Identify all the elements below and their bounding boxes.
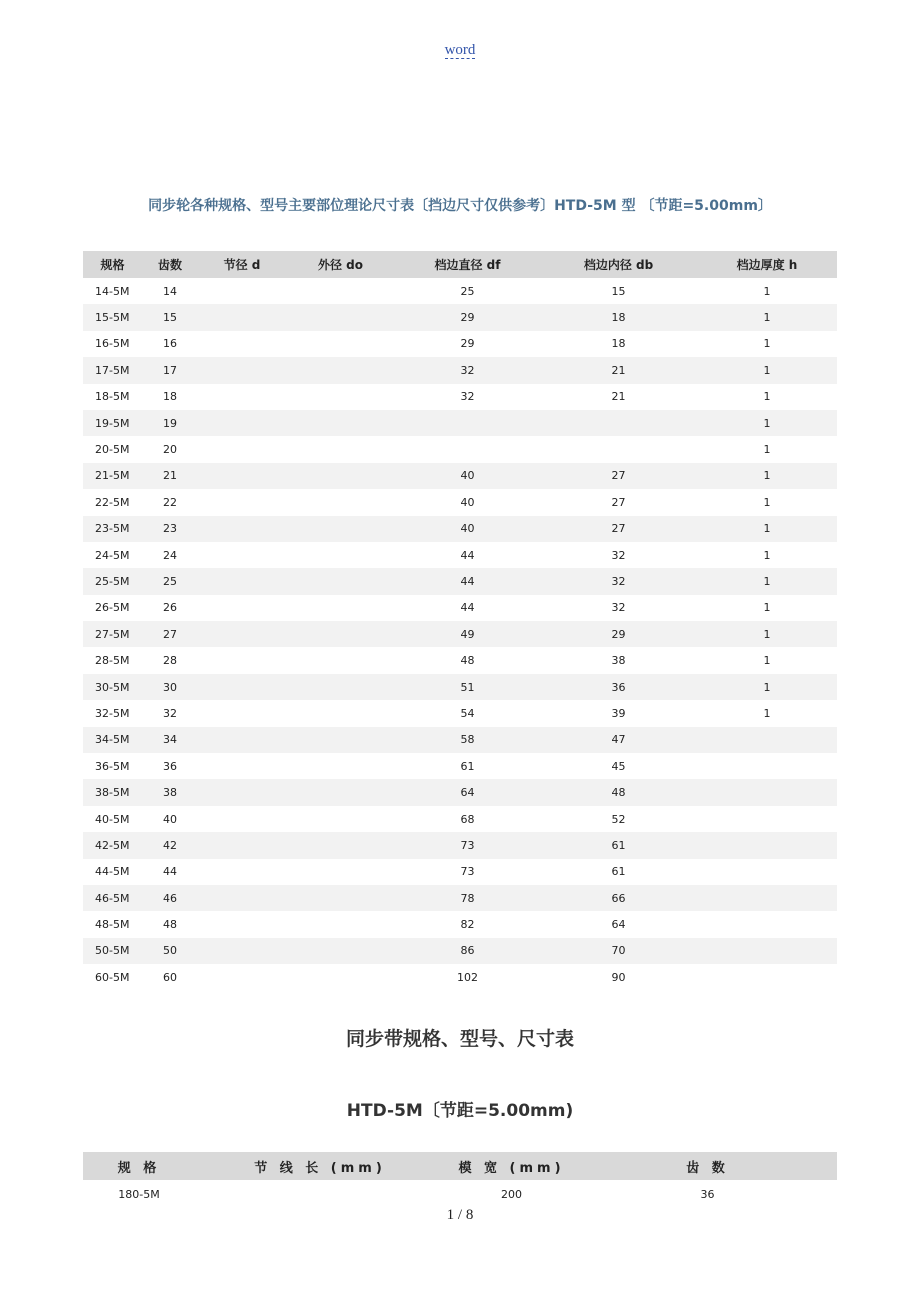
table-cell: 66 — [540, 885, 697, 911]
table-cell — [697, 938, 837, 964]
table-cell: 14-5M — [95, 284, 130, 298]
table-cell — [198, 700, 286, 726]
table-cell: 27 — [142, 621, 198, 647]
table-cell: 48 — [460, 654, 475, 668]
table-cell: 44-5M — [95, 865, 130, 879]
belt-table-title: 同步带规格、型号、尺寸表 — [345, 1028, 574, 1050]
table-cell — [286, 727, 395, 753]
table-cell: 1 — [763, 601, 771, 615]
table-cell: 50-5M — [83, 938, 142, 964]
table-cell: 61 — [540, 832, 697, 858]
table-cell: 40 — [163, 812, 177, 826]
table-cell: 1 — [763, 337, 771, 351]
table-cell: 44 — [460, 601, 475, 615]
column-header: 档边直径 df — [395, 251, 540, 278]
table-header-row — [83, 251, 837, 278]
table-cell — [286, 938, 395, 964]
table-row — [83, 674, 837, 700]
table-cell: 18 — [163, 390, 177, 404]
table-cell — [286, 304, 395, 330]
table-row — [83, 859, 837, 885]
table-cell: 23-5M — [83, 516, 142, 542]
table-row — [83, 885, 837, 911]
table-cell: 16-5M — [95, 337, 130, 351]
table-cell: 1 — [697, 357, 837, 383]
table-cell — [286, 568, 395, 594]
table-cell: 1 — [697, 463, 837, 489]
table-cell: 1 — [763, 443, 771, 457]
table-cell: 40 — [395, 516, 540, 542]
table-cell: 24 — [163, 548, 177, 562]
table-cell: 50 — [142, 938, 198, 964]
table-cell: 70 — [540, 938, 697, 964]
table-cell — [198, 489, 286, 515]
table-cell — [198, 964, 286, 990]
table-cell: 32-5M — [95, 706, 130, 720]
table-cell — [286, 832, 395, 858]
table-row — [83, 779, 837, 805]
table-cell — [286, 410, 395, 436]
table-cell: 17-5M — [83, 357, 142, 383]
table-cell — [697, 832, 837, 858]
table-cell: 32 — [395, 357, 540, 383]
table-cell: 90 — [611, 970, 626, 984]
table-cell: 15-5M — [83, 304, 142, 330]
table-cell: 21 — [611, 390, 626, 404]
table-cell: 15 — [611, 284, 626, 298]
table-cell — [198, 278, 286, 304]
table-cell — [286, 436, 395, 462]
column-header: 档边厚度 h — [697, 251, 837, 278]
table-cell — [198, 779, 286, 805]
table-cell — [198, 516, 286, 542]
table-cell — [198, 859, 286, 885]
table-cell: 44 — [460, 548, 475, 562]
table-cell: 46 — [142, 885, 198, 911]
table-cell: 64 — [395, 779, 540, 805]
table-cell: 200 — [501, 1187, 522, 1201]
table-cell: 82 — [460, 918, 475, 932]
table-cell: 18-5M — [95, 390, 130, 404]
table-cell — [286, 779, 395, 805]
table-cell — [697, 911, 837, 937]
table-cell: 22 — [163, 495, 177, 509]
table-cell — [198, 436, 286, 462]
table-cell — [286, 595, 395, 621]
table-cell — [198, 885, 286, 911]
table-cell — [286, 384, 395, 410]
table-cell: 19 — [142, 410, 198, 436]
table-cell: 36-5M — [95, 759, 130, 773]
table-cell: 45 — [611, 759, 626, 773]
table-cell — [198, 647, 286, 673]
table-cell — [198, 357, 286, 383]
table-cell: 30 — [142, 674, 198, 700]
table-cell — [198, 621, 286, 647]
table-cell: 44 — [163, 865, 177, 879]
table-cell: 14 — [163, 284, 177, 298]
pulley-table-title: 同步轮各种规格、型号主要部位理论尺寸表〔挡边尺寸仅供参考〕HTD-5M 型 〔节距=5.00mm〕 — [148, 198, 772, 214]
table-cell: 32 — [540, 568, 697, 594]
table-row — [83, 1180, 837, 1208]
table-cell: 23 — [142, 516, 198, 542]
table-cell — [286, 700, 395, 726]
table-cell — [286, 885, 395, 911]
table-cell: 60 — [163, 970, 177, 984]
table-cell — [198, 304, 286, 330]
table-cell: 1 — [697, 516, 837, 542]
table-cell — [697, 964, 837, 990]
table-cell: 86 — [395, 938, 540, 964]
table-row — [83, 331, 837, 357]
table-cell: 51 — [395, 674, 540, 700]
table-cell: 34 — [142, 727, 198, 753]
column-header: 齿数 — [142, 251, 198, 278]
table-cell — [697, 885, 837, 911]
belt-table-subtitle: HTD-5M〔节距=5.00mm) — [346, 1101, 574, 1121]
table-row — [83, 542, 837, 568]
table-cell — [198, 911, 286, 937]
table-cell: 1 — [697, 410, 837, 436]
table-cell: 1 — [763, 706, 771, 720]
table-cell: 21 — [540, 357, 697, 383]
table-row — [83, 911, 837, 937]
table-cell — [395, 410, 540, 436]
table-cell: 27 — [611, 495, 626, 509]
table-row — [83, 384, 837, 410]
column-header: 外径 do — [286, 251, 395, 278]
table-row — [83, 621, 837, 647]
table-row — [83, 489, 837, 515]
table-row — [83, 463, 837, 489]
table-row — [83, 938, 837, 964]
table-row — [83, 964, 837, 990]
table-cell — [198, 595, 286, 621]
table-cell: 44 — [395, 568, 540, 594]
table-row — [83, 516, 837, 542]
page-number: 1 / 8 — [446, 1207, 474, 1223]
table-cell: 26-5M — [95, 601, 130, 615]
table-cell: 61 — [611, 865, 626, 879]
table-cell: 27-5M — [83, 621, 142, 647]
table-cell: 38 — [142, 779, 198, 805]
column-header: 档边内径 db — [540, 251, 697, 278]
table-cell: 29 — [460, 337, 475, 351]
table-cell: 39 — [611, 706, 626, 720]
column-header: 齿 数 — [578, 1152, 837, 1180]
table-cell — [198, 806, 286, 832]
table-cell — [198, 674, 286, 700]
table-cell: 24-5M — [95, 548, 130, 562]
table-row — [83, 304, 837, 330]
table-cell: 46-5M — [83, 885, 142, 911]
table-cell: 20 — [163, 443, 177, 457]
table-cell — [198, 384, 286, 410]
table-cell — [286, 911, 395, 937]
table-row — [83, 700, 837, 726]
table-cell: 16 — [163, 337, 177, 351]
table-cell: 61 — [460, 759, 475, 773]
table-cell — [198, 832, 286, 858]
table-cell — [198, 753, 286, 779]
table-cell: 18 — [611, 337, 626, 351]
table-row — [83, 806, 837, 832]
table-cell — [286, 331, 395, 357]
column-header: 规 格 — [83, 1152, 195, 1180]
column-header: 节径 d — [198, 251, 286, 278]
table-cell — [540, 436, 697, 462]
table-cell: 102 — [457, 970, 478, 984]
table-cell: 20-5M — [95, 443, 130, 457]
table-cell: 48-5M — [95, 918, 130, 932]
table-cell: 34-5M — [83, 727, 142, 753]
table-cell — [198, 568, 286, 594]
table-row — [83, 647, 837, 673]
table-row — [83, 753, 837, 779]
table-cell — [286, 859, 395, 885]
table-cell: 25 — [142, 568, 198, 594]
table-cell — [286, 647, 395, 673]
table-cell — [286, 806, 395, 832]
table-cell: 42 — [142, 832, 198, 858]
table-cell: 28 — [163, 654, 177, 668]
table-cell: 48 — [163, 918, 177, 932]
table-cell: 38 — [611, 654, 626, 668]
table-cell — [286, 516, 395, 542]
table-cell: 47 — [540, 727, 697, 753]
table-cell: 64 — [611, 918, 626, 932]
table-cell — [286, 489, 395, 515]
table-cell: 36 — [163, 759, 177, 773]
table-row — [83, 410, 837, 436]
table-row — [83, 595, 837, 621]
table-cell — [697, 727, 837, 753]
table-cell: 27 — [540, 463, 697, 489]
table-header-row — [83, 1152, 837, 1180]
table-cell: 1 — [763, 654, 771, 668]
table-cell — [395, 436, 540, 462]
table-cell: 21 — [142, 463, 198, 489]
table-cell: 73 — [395, 832, 540, 858]
table-row — [83, 278, 837, 304]
table-cell: 52 — [611, 812, 626, 826]
header-link-text[interactable]: word — [444, 42, 476, 58]
table-cell — [198, 542, 286, 568]
table-cell: 36 — [700, 1187, 715, 1201]
table-cell: 18 — [540, 304, 697, 330]
table-row — [83, 436, 837, 462]
table-cell — [286, 621, 395, 647]
table-cell: 49 — [395, 621, 540, 647]
pulley-dimensions-table — [83, 251, 837, 991]
table-cell: 48 — [540, 779, 697, 805]
table-cell — [697, 779, 837, 805]
table-cell: 1 — [697, 621, 837, 647]
table-row — [83, 832, 837, 858]
table-cell: 58 — [395, 727, 540, 753]
table-cell: 29 — [395, 304, 540, 330]
table-cell — [286, 674, 395, 700]
table-cell: 60-5M — [95, 970, 130, 984]
table-cell — [286, 542, 395, 568]
table-cell: 1 — [697, 568, 837, 594]
table-cell: 15 — [142, 304, 198, 330]
table-cell: 36 — [540, 674, 697, 700]
table-cell: 54 — [460, 706, 475, 720]
table-cell: 19-5M — [83, 410, 142, 436]
table-cell: 40-5M — [95, 812, 130, 826]
table-cell: 1 — [763, 390, 771, 404]
table-cell: 26 — [163, 601, 177, 615]
column-header: 规格 — [83, 251, 142, 278]
table-cell: 32 — [611, 601, 626, 615]
table-cell — [198, 727, 286, 753]
table-cell: 180-5M — [118, 1187, 160, 1201]
table-cell — [697, 806, 837, 832]
table-cell: 73 — [460, 865, 475, 879]
table-cell: 1 — [763, 548, 771, 562]
table-cell — [697, 859, 837, 885]
table-cell: 28-5M — [95, 654, 130, 668]
table-cell: 25 — [460, 284, 475, 298]
table-cell: 25-5M — [83, 568, 142, 594]
table-cell — [697, 753, 837, 779]
table-cell: 17 — [142, 357, 198, 383]
column-header: 节 线 长 (mm) — [195, 1152, 445, 1180]
table-cell — [198, 410, 286, 436]
table-cell: 78 — [395, 885, 540, 911]
table-cell: 40 — [460, 495, 475, 509]
table-cell: 1 — [697, 674, 837, 700]
table-cell — [195, 1180, 445, 1208]
table-cell — [198, 938, 286, 964]
table-row — [83, 727, 837, 753]
table-cell: 30-5M — [83, 674, 142, 700]
table-row — [83, 357, 837, 383]
table-cell: 21-5M — [83, 463, 142, 489]
table-cell — [286, 463, 395, 489]
table-cell: 32 — [460, 390, 475, 404]
table-cell — [198, 463, 286, 489]
table-cell: 40 — [395, 463, 540, 489]
table-cell: 22-5M — [95, 495, 130, 509]
table-cell — [286, 357, 395, 383]
table-cell — [286, 753, 395, 779]
table-cell — [286, 278, 395, 304]
header-word-link[interactable] — [0, 42, 920, 59]
table-cell: 68 — [460, 812, 475, 826]
column-header: 模 宽 (mm) — [445, 1152, 578, 1180]
table-row — [83, 568, 837, 594]
table-cell — [198, 331, 286, 357]
table-cell: 29 — [540, 621, 697, 647]
table-cell: 1 — [763, 495, 771, 509]
table-cell: 32 — [163, 706, 177, 720]
table-cell — [286, 964, 395, 990]
table-cell — [540, 410, 697, 436]
table-cell: 27 — [540, 516, 697, 542]
belt-dimensions-table — [83, 1152, 837, 1208]
table-cell: 1 — [763, 284, 771, 298]
table-cell: 1 — [697, 304, 837, 330]
table-cell: 32 — [611, 548, 626, 562]
table-cell: 38-5M — [83, 779, 142, 805]
table-cell: 42-5M — [83, 832, 142, 858]
